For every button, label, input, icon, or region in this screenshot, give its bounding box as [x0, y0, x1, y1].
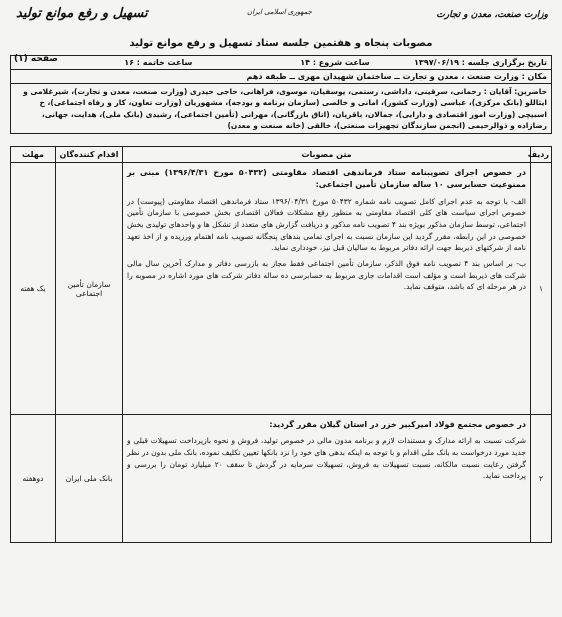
meeting-attendees: حاضرین: آقایان : رحمانی، سرقینی، داداشی، رستمی، یوسفیان، موسوی، فراهانی، حاجی حیدری (وزارت صنعت، معدن و تجارت)، شیرغلامی و ایثاللو (بانک مرکزی)، عباسی (وزارت کشور)، امانی و خالصی (سازمان برنامه و بودجه)، مشهوریان (وزارت تعاون، کار و رفاه اجتماعی)، خ اسبیچی (وزارت امور اقتصادی و دارایی)، جمالان، باقریان، (اتاق بازرگانی)، مهرانی (تأمین اجتماعی)، رشیدی (بانک ملی)، هدایت، جهانی، رضازاده و ذوالرحیمی (انجمن سازندگان تجهیزات صنعتی)، خالقی (خانه صنعت و معدن): [23, 87, 547, 130]
resolution-clause-b: ب- بر اساس بند ۴ تصویب نامه فوق الذکر، سازمان تأمین اجتماعی فقط مجاز به بازرسی دفاتر و مدارک آخرین سال مالی شرکت های ذیربط است و مؤلف است اقدامات جاری مربوط به حسابرسی ده ساله دفاتر شرکت های مورد اشاره در مصوبه را در هر مرحله ای که باشد، متوقف نماید.: [127, 258, 527, 292]
page-title: مصوبات پنجاه و هفتمین جلسه ستاد تسهیل و رفع موانع تولید: [129, 38, 433, 49]
letterhead: [10, 6, 552, 36]
stamp-text: تسهیل و رفع موانع تولید: [16, 6, 148, 21]
row-number: ۲: [531, 415, 552, 543]
emblem-text: جمهوری اسلامی ایران: [247, 8, 312, 16]
resolution-clause-a: شرکت نسبت به ارائه مدارک و مستندات لازم و برنامه مدون مالی در خصوص تولید، فروش و نحوه بازپرداخت تسهیلات قبلی و جدید مورد درخواست به بانک ملی اقدام و با توجه به اینکه بدهی های خود را نزد بانکها تعیین تکلیف نموده، بانک ملی بدون در نظر گرفتن رعایت نسبت مالکانه، نسبت تسهیلات به فروش، تسهیلات سرمایه در گردش تا سقف ۲۰ میلیارد تومان را بررسی و پرداخت نماید.: [127, 436, 526, 481]
deadline: یک هفته: [11, 163, 56, 415]
header-action-by: اقدام کننده‌گان: [56, 147, 123, 163]
action-by: بانک ملی ایران: [56, 415, 123, 543]
header-row-number: ردیف: [531, 147, 552, 163]
meeting-end: ساعت خاتمه : ۱۶: [124, 58, 193, 67]
meta-location-row: [11, 70, 551, 84]
table-row: [11, 415, 552, 543]
table-header-row: [11, 147, 552, 163]
header-deadline: مهلت: [11, 147, 56, 163]
table-row: [11, 163, 552, 415]
resolution-text: [123, 415, 531, 543]
meeting-location: مکان : وزارت صنعت ، معدن و تجارت ــ ساختمان شهیدان مهری ــ طبقه دهم: [246, 72, 547, 81]
meeting-date: تاریخ برگزاری جلسه : ۱۳۹۷/۰۶/۱۹: [414, 58, 547, 67]
resolution-lead: در خصوص اجرای تصویبنامه ستاد فرماندهی اقتصاد مقاومتی (۵۰۴۳۲ مورخ ۱۳۹۶/۴/۳۱) مبنی بر ممنوعیت حسابرسی ۱۰ ساله سازمان تأمین اجتماعی:: [127, 168, 526, 190]
resolution-text: [123, 163, 531, 415]
meta-times-row: [11, 56, 551, 70]
ministry-name: [436, 10, 548, 21]
action-by: سازمان تأمین اجتماعی: [56, 163, 123, 415]
ministry-line-1: وزارت صنعت، معدن و تجارت: [436, 10, 548, 20]
meeting-meta: [10, 55, 552, 134]
row-number: ۱: [531, 163, 552, 415]
resolution-clause-a: الف- با توجه به عدم اجرای کامل تصویب نامه شماره ۵۰۴۳۲ مورخ ۱۳۹۶/۰۴/۳۱ ستاد فرماندهی اقتصاد مقاومتی (پیوست) در خصوص اجرای سیاست های کلی اقتصاد مقاومتی به منظور رفع مشکلات فعالان اقتصادی بخش خصوصی با سازمان تأمین اجتماعی، توسط سازمان مذکور بویژه بند ۴ تصویب نامه مذکور و دریافت گزارش های متعدد از تشکل ها و واحدهای تولیدی بخش خصوصی در این رابطه، مقرر گردید این سازمان نسبت به اجرای تمامی بندهای پنجگانه تصویب نامه اهتمام ورزیده و از اخذ تعهد نامه از شرکتهای ذیربط جهت ارائه دفاتر مربوط به سالیان قبل نیز، خودداری نماید.: [127, 196, 526, 253]
meeting-start: ساعت شروع : ۱۴: [300, 58, 370, 67]
header-resolution-text: متن مصوبات: [123, 147, 531, 163]
resolution-lead: در خصوص مجتمع فولاد امیرکبیر خزر در استان گیلان مقرر گردید:: [269, 420, 526, 429]
resolutions-table: [10, 146, 552, 543]
page-number: صفحه (۱): [14, 54, 58, 64]
deadline: دوهفته: [11, 415, 56, 543]
